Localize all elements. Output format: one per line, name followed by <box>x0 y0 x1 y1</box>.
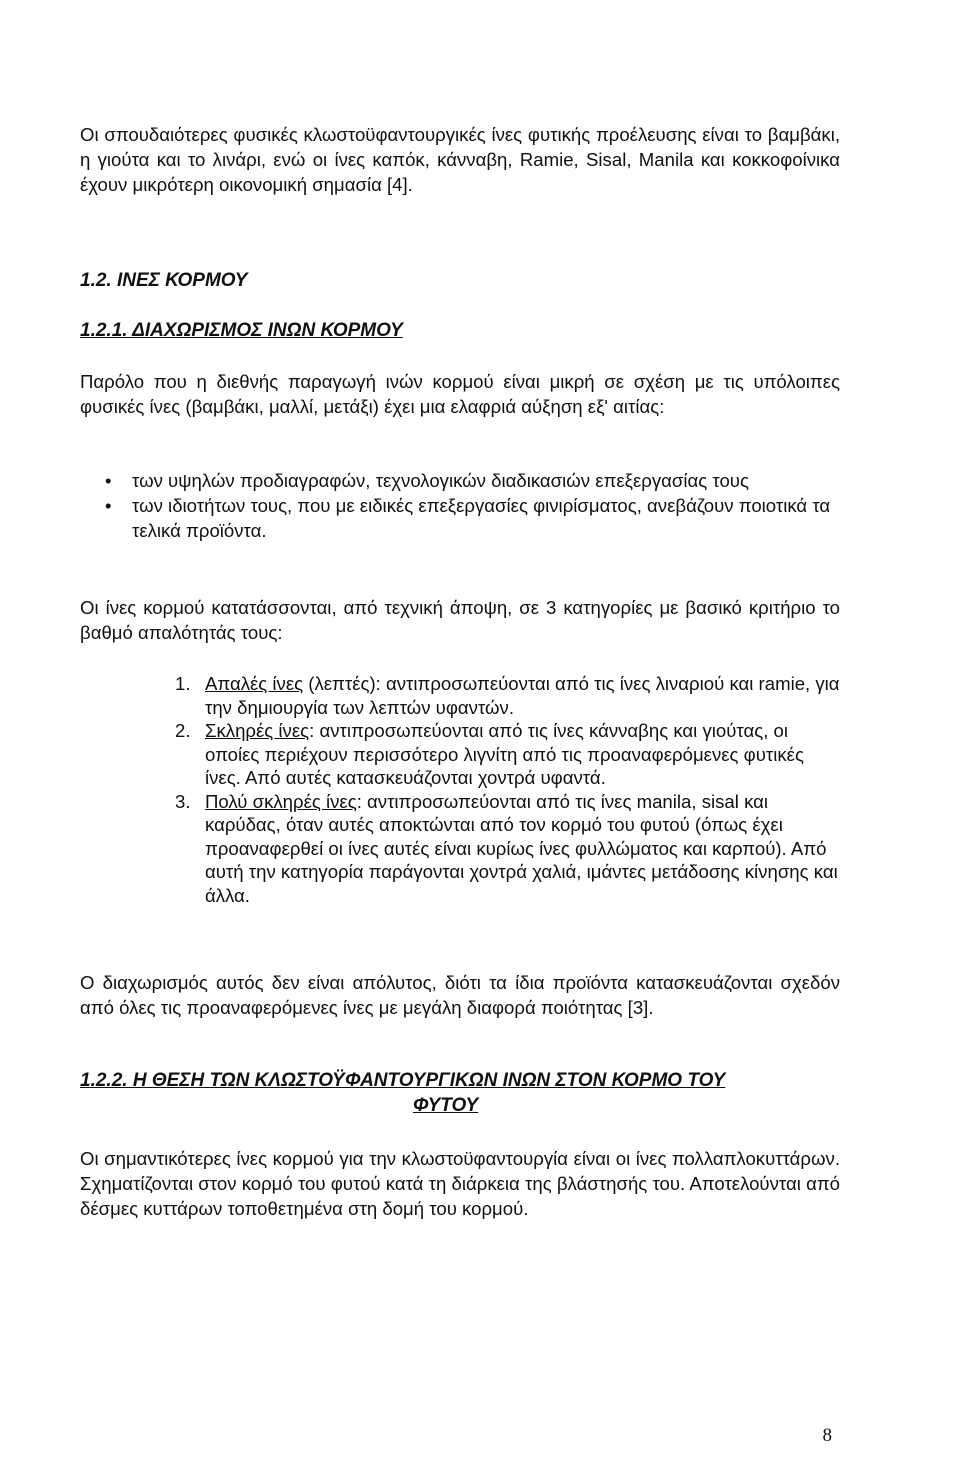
bullet-text: των υψηλών προδιαγραφών, τεχνολογικών διαδικασιών επεξεργασίας τους <box>132 470 749 491</box>
category-text: (λεπτές): αντιπροσωπεύονται από τις ίνες λιναριού και ramie, για την δημιουργία των λεπτών υφαντών. <box>205 673 840 718</box>
bullet-icon: • <box>105 495 112 516</box>
category-item <box>175 790 840 908</box>
category-number: 2. <box>175 720 191 741</box>
bullet-text: των ιδιοτήτων τους, που με ειδικές επεξεργασίες φινιρίσματος, ανεβάζουν ποιοτικά τα τελικά προϊόντα. <box>132 495 831 541</box>
category-text: : αντιπροσωπεύονται από τις ίνες κάνναβης και γιούτας, οι οποίες περιέχουν περισσότερο λιγνίτη από τις προαναφερόμενες φυτικές ίνες. Από αυτές κατασκευάζονται χοντρά υφαντά. <box>205 720 804 788</box>
category-text: : αντιπροσωπεύονται από τις ίνες manila, sisal και καρύδας, όταν αυτές αποκτώνται από τον κορμό του φυτού (όπως έχει προαναφερθεί οι ίνες αυτές είναι κυρίως ίνες φυλλώματος και καρπού). Από αυτή την κατηγορία παράγονται χοντρά χαλιά, ιμάντες μετάδοσης κίνησης και άλλα. <box>205 790 838 906</box>
category-term: Απαλές ίνες <box>205 673 304 694</box>
bullet-item <box>105 468 845 493</box>
categories-intro-paragraph: Οι ίνες κορμού κατατάσσονται, από τεχνική άποψη, σε 3 κατηγορίες με βασικό κριτήριο το βαθμό απαλότητάς τους: <box>80 597 840 643</box>
category-item <box>175 672 840 719</box>
category-term: Σκληρές ίνες <box>205 720 310 741</box>
subsection1-paragraph: Παρόλο που η διεθνής παραγωγή ινών κορμού είναι μικρή σε σχέση με τις υπόλοιπες φυσικές ίνες (βαμβάκι, μαλλί, μετάξι) έχει μια ελαφριά αύξηση εξ' αιτίας: <box>80 371 840 417</box>
bullet-list <box>105 468 845 543</box>
subsection2-paragraph: Οι σημαντικότερες ίνες κορμού για την κλωστοϋφαντουργία είναι οι ίνες πολλαπλοκυττάρων. Σχηματίζονται στον κορμό του φυτού κατά τη διάρκεια της βλάστησής του. Αποτελούνται από δέσμες κυττάρων τοποθετημένα στη δομή του κορμού. <box>80 1148 840 1219</box>
category-number: 1. <box>175 673 191 694</box>
category-number: 3. <box>175 790 191 812</box>
subsection1-heading: 1.2.1. ΔΙΑΧΩΡΙΣΜΟΣ ΙΝΩΝ ΚΟΡΜΟΥ <box>80 320 403 341</box>
bullet-icon: • <box>105 470 112 491</box>
intro-paragraph: Οι σπουδαιότερες φυσικές κλωστοϋφαντουργικές ίνες φυτικής προέλευσης είναι το βαμβάκι, η γιούτα και το λινάρι, ενώ οι ίνες καπόκ, κάνναβη, Ramie, Sisal, Manila και κοκκοφοίνικα έχουν μικρότερη οικονομική σημασία [4]. <box>80 124 840 195</box>
bullet-item <box>105 493 845 543</box>
categories-list <box>175 672 840 907</box>
subsection2-heading-line1: 1.2.2. Η ΘΕΣΗ ΤΩΝ ΚΛΩΣΤΟΫΦΑΝΤΟΥΡΓΙΚΩΝ ΙΝΩΝ ΣΤΟΝ ΚΟΡΜΟ ΤΟΥ <box>80 1070 726 1091</box>
category-term: Πολύ σκληρές ίνες <box>205 790 357 812</box>
page-number: 8 <box>822 1425 832 1446</box>
category-item <box>175 719 840 790</box>
section-heading: 1.2. ΙΝΕΣ ΚΟΡΜΟΥ <box>80 270 248 291</box>
subsection2-heading-line2: ΦΥΤΟΥ <box>413 1095 479 1116</box>
closing-paragraph: Ο διαχωρισμός αυτός δεν είναι απόλυτος, διότι τα ίδια προϊόντα κατασκευάζονται σχεδόν από όλες τις προαναφερόμενες ίνες με μεγάλη διαφορά ποιότητας [3]. <box>80 972 840 1018</box>
